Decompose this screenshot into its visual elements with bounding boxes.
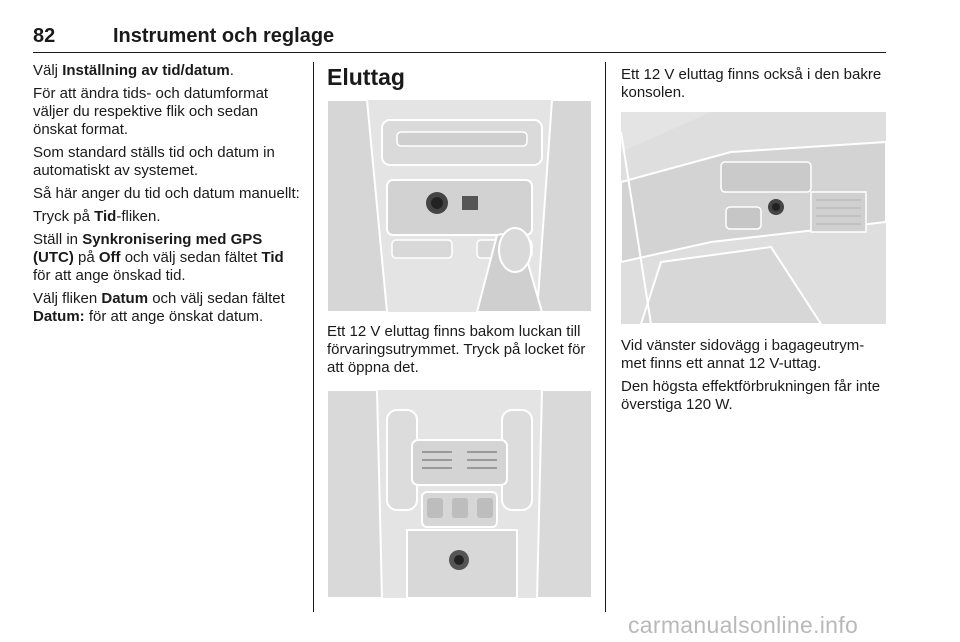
paragraph: För att ändra tids- och datumformat väljer du respektive flik och sedan önskat format. [33, 85, 269, 138]
paragraph: Så här anger du tid och datum manuellt: [33, 185, 300, 202]
paragraph: Välj fliken Datum och välj sedan fältet Datum: för att ange önskat datum. [33, 290, 285, 325]
front-console-illustration [327, 100, 592, 312]
section-heading: Eluttag [327, 64, 405, 90]
paragraph: Tryck på Tid-fliken. [33, 208, 161, 225]
luggage-compartment-illustration [621, 112, 886, 324]
column-divider [313, 62, 314, 612]
paragraph: Ett 12 V eluttag finns också i den bakre konsolen. [621, 66, 882, 101]
page-number: 82 [33, 25, 56, 47]
figure-caption: Ett 12 V eluttag finns bakom luckan till förvaringsutrymmet. Tryck på locket för att öppna det. [327, 323, 586, 376]
left-column [33, 62, 305, 331]
watermark: carmanualsonline.info [628, 612, 859, 638]
rear-console-illustration [327, 390, 592, 598]
paragraph: Välj Inställning av tid/datum. [33, 62, 234, 79]
page-header [33, 22, 886, 53]
column-divider [605, 62, 606, 612]
caption-block [621, 337, 889, 419]
paragraph: Vid vänster sidovägg i bagageutrym-met finns ett annat 12 V-uttag. [621, 337, 865, 372]
chapter-title: Instrument och reglage [113, 25, 335, 47]
paragraph: Ställ in Synkronisering med GPS (UTC) på Off och välj sedan fältet Tid för att ange önskad tid. [33, 231, 284, 284]
paragraph: Den högsta effektförbrukningen får inte överstiga 120 W. [621, 378, 881, 413]
paragraph: Som standard ställs tid och datum in automatiskt av systemet. [33, 144, 275, 179]
